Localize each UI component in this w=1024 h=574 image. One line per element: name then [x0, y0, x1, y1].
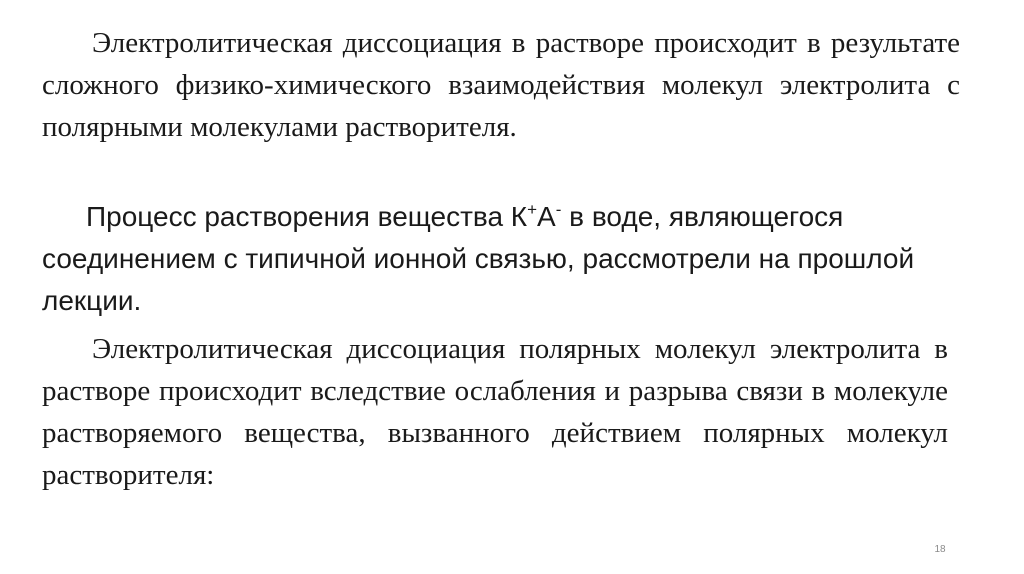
- paragraph-polar-molecules-dissociation: Электролитическая диссоциация полярных молекул электролита в растворе происходит вследствие ослабления и разрыва связи в молекуле растворяемого вещества, вызванного действием полярных молекул растворителя:: [42, 333, 948, 491]
- anion-charge-superscript: -: [555, 200, 562, 219]
- anion-symbol: А: [537, 201, 556, 232]
- paragraph-dissociation-intro: Электролитическая диссоциация в растворе происходит в результате сложного физико-химического взаимодействия молекул электролита с полярными молекулами растворителя.: [42, 27, 960, 143]
- cation-charge-superscript: +: [527, 200, 538, 219]
- paragraph-dissolution-process: [42, 196, 922, 322]
- page-number: 18: [934, 544, 946, 555]
- paragraph-dissolution-text-end: в воде, являющегося соединением с типичной ионной связью, рассмотрели на прошлой лекции.: [42, 201, 915, 316]
- paragraph-dissolution-text-start: Процесс растворения вещества К: [86, 201, 528, 232]
